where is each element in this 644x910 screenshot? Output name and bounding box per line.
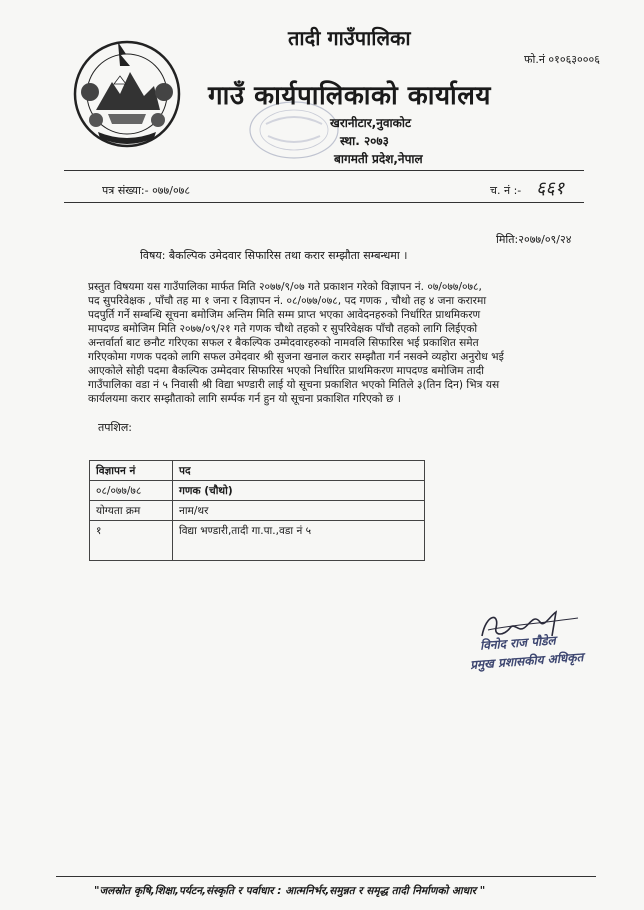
table-cell: पद xyxy=(173,461,425,481)
office-established: स्था. २०७३ xyxy=(340,134,389,148)
table-cell: ०८/०७७/७८ xyxy=(90,481,173,501)
office-address: खरानीटार,नुवाकोट xyxy=(330,116,412,130)
nepal-emblem-icon xyxy=(68,32,186,150)
body-line: मापदण्ड बमोजिम मिति २०७७/०९/२१ गते गणक चौथो तहको र सुपरिवेक्षक पाँचौ तहको लागि लिईएको xyxy=(88,323,478,335)
body-line: प्रस्तुत विषयमा यस गाउँपालिका मार्फत मिति २०७७/९/०७ गते प्रकाशन गरेको विज्ञापन नं. ०७/०७७/०७८, xyxy=(88,281,482,293)
body-line: गाउँपालिका वडा नं ५ निवासी श्री विद्या भण्डारी लाई यो सूचना प्रकाशित भएको मितिले ३(तिन दिन) भित्र यस xyxy=(88,379,500,391)
letter-subject: विषय: बैकल्पिक उमेदवार सिफारिस तथा करार सम्झौता सम्बन्धमा । xyxy=(140,249,408,262)
body-line: पदपुर्ति गर्ने सम्बन्धि सूचना बमोजिम अन्तिम मिति सम्म प्राप्त भएका आवेदनहरुको निर्धारित प्राथमिकरण xyxy=(88,309,481,321)
dispatch-label: च. नं :- xyxy=(490,184,522,197)
letter-date: मिति:२०७७/०९/२४ xyxy=(496,233,572,246)
table-cell: गणक (चौथो) xyxy=(173,481,425,501)
signatory-name: विनोद राज पौडेल xyxy=(479,633,557,653)
office-province: बागमती प्रदेश,नेपाल xyxy=(334,152,423,166)
vacancy-table xyxy=(89,460,425,561)
table-row xyxy=(90,461,425,481)
body-line: पद सुपरिवेक्षक , पाँचौ तह मा १ जना र विज्ञापन नं. ०८/०७७/०७८, पद गणक , चौथो तह ४ जना करारमा xyxy=(88,295,487,307)
table-row xyxy=(90,521,425,561)
table-cell: विद्या भण्डारी,तादी गा.पा.,वडा नं ५ xyxy=(173,521,425,561)
table-row xyxy=(90,501,425,521)
details-label: तपशिल: xyxy=(98,421,133,434)
footer-motto: "जलस्रोत कृषि,शिक्षा,पर्यटन,संस्कृति र पर्वाधार : आत्मनिर्भर,समुन्नत र समृद्ध तादी निर्माणको आधार " xyxy=(94,885,486,897)
office-name-title: गाउँ कार्यपालिकाको कार्यालय xyxy=(208,81,491,111)
office-phone: फो.नं ०१०६३०००६ xyxy=(524,53,600,66)
signatory-title: प्रमुख प्रशासकीय अधिकृत xyxy=(469,650,584,672)
table-cell: १ xyxy=(90,521,173,561)
body-line: कार्यलयमा करार सम्झौताको लागि सर्म्पक गर्न हुन यो सूचना प्रकाशित गरिएको छ । xyxy=(88,393,401,405)
table-cell: नाम/थर xyxy=(173,501,425,521)
header-divider xyxy=(64,170,584,171)
table-cell: विज्ञापन नं xyxy=(90,461,173,481)
body-line: आएकोले सोही पदमा बैकल्पिक उम्मेदवार सिफारिस भएको निर्धारित प्राथमिकरण मापदण्ड बमोजिम तादी xyxy=(88,365,484,377)
letter-number: पत्र संख्या:- ०७७/०७८ xyxy=(102,184,191,197)
footer-divider xyxy=(56,876,596,877)
table-cell: योग्यता क्रम xyxy=(90,501,173,521)
office-name-small: तादी गाउँपालिका xyxy=(288,26,411,50)
dispatch-number-handwritten: ६६१ xyxy=(536,178,565,199)
body-line: गरिएकोमा गणक पदको लागि सफल उमेदवार श्री सुजना खनाल करार सम्झौता गर्न नसक्ने व्यहोरा अनुरोध भई xyxy=(88,351,504,363)
body-line: अन्तर्वार्ता बाट छनौट गरिएका सफल र बैकल्पिक उम्मेदवारहरुको नामवलि सिफारिस भई प्रकाशित समेत xyxy=(88,337,479,349)
reference-divider xyxy=(64,202,584,203)
table-row xyxy=(90,481,425,501)
letter-body xyxy=(88,280,590,406)
